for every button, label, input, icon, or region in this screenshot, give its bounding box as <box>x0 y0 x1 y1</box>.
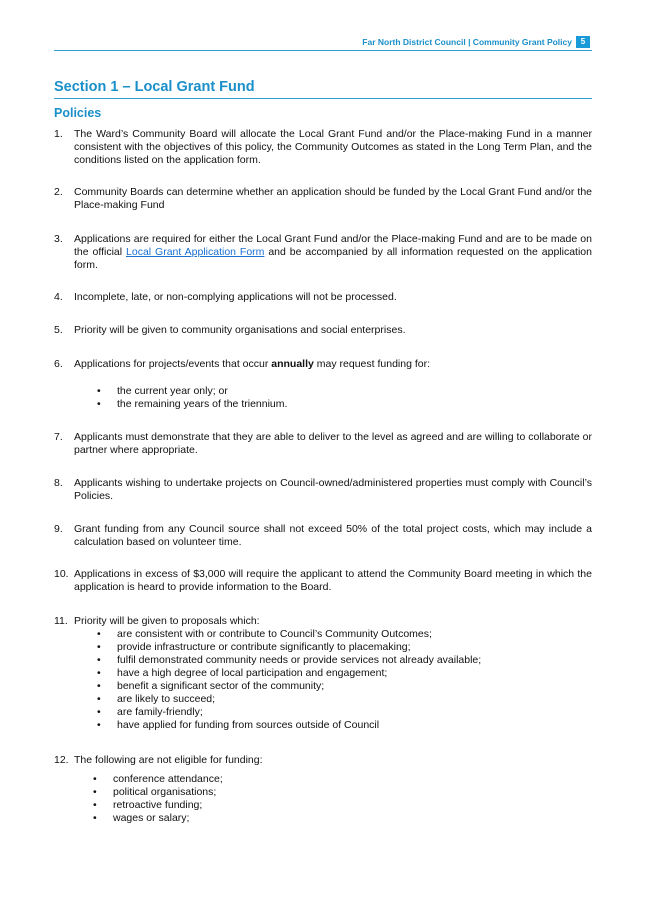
item-number: 5. <box>54 324 63 336</box>
item-text: Incomplete, late, or non-complying applications will not be processed. <box>74 291 397 303</box>
list-item: • provide infrastructure or contribute significantly to placemaking; <box>97 641 411 653</box>
item-number: 6. <box>54 358 63 370</box>
list-item: • are family-friendly; <box>97 706 203 718</box>
item-text: Applications in excess of $3,000 will require the applicant to attend the Community Board meeting in which the application is heard to provide information to the Board. <box>74 568 592 593</box>
bullet-icon: • <box>97 398 101 410</box>
item-text: The following are not eligible for funding: <box>74 754 263 766</box>
bullet-icon: • <box>93 799 97 811</box>
bullet-icon: • <box>97 693 101 705</box>
policy-item-1 <box>54 128 592 167</box>
list-item: • wages or salary; <box>93 812 190 824</box>
bullet-icon: • <box>97 706 101 718</box>
item-number: 1. <box>54 128 63 140</box>
bullet-icon: • <box>97 667 101 679</box>
policy-item-7 <box>54 431 592 457</box>
policies-heading: Policies <box>54 106 102 120</box>
list-item: • have a high degree of local participation and engagement; <box>97 667 388 679</box>
item-text: Priority will be given to community organisations and social enterprises. <box>74 324 406 336</box>
bullet-icon: • <box>97 385 101 397</box>
bullet-icon: • <box>97 654 101 666</box>
bullet-icon: • <box>97 641 101 653</box>
item-text: Applications are required for either the Local Grant Fund and/or the Place-making Fund and are to be made on the official Local Grant Application Form and be accompanied by all information requested on the application form. <box>74 233 592 271</box>
policy-item-2 <box>54 186 592 212</box>
list-item: • benefit a significant sector of the community; <box>97 680 325 692</box>
bullet-icon: • <box>93 812 97 824</box>
item-text: Community Boards can determine whether an application should be funded by the Local Grant Fund and/or the Place-making Fund <box>74 186 592 211</box>
item-text: The Ward’s Community Board will allocate the Local Grant Fund and/or the Place-making Fund in a manner consistent with the objectives of this policy, the Community Outcomes as stated in the Long Term Plan, and the conditions listed on the application form. <box>74 128 592 166</box>
list-item: • the remaining years of the triennium. <box>97 398 288 410</box>
page-number-badge: 5 <box>576 36 590 48</box>
list-item: • have applied for funding from sources outside of Council <box>97 719 380 731</box>
item-number: 3. <box>54 233 63 245</box>
list-item: • fulfil demonstrated community needs or provide services not already available; <box>97 654 482 666</box>
policy-item-11 <box>54 615 592 628</box>
item-number: 7. <box>54 431 63 443</box>
item-text: Applicants wishing to undertake projects on Council-owned/administered properties must comply with Council’s Policies. <box>74 477 592 502</box>
bullet-icon: • <box>97 719 101 731</box>
item-text: Applicants must demonstrate that they are able to deliver to the level as agreed and are willing to collaborate or partner where appropriate. <box>74 431 592 456</box>
item-number: 8. <box>54 477 63 489</box>
bullet-icon: • <box>93 773 97 785</box>
item-text: Grant funding from any Council source shall not exceed 50% of the total project costs, which may include a calculation based on volunteer time. <box>74 523 592 548</box>
policy-item-12 <box>54 754 592 767</box>
header-title: Far North District Council | Community Grant Policy <box>362 37 572 47</box>
list-item: • retroactive funding; <box>93 799 203 811</box>
item-text: Applications for projects/events that occur annually may request funding for: <box>74 358 431 370</box>
item-number: 2. <box>54 186 63 198</box>
list-item: • are consistent with or contribute to Council’s Community Outcomes; <box>97 628 432 640</box>
policy-item-6 <box>54 358 592 371</box>
policy-item-4 <box>54 291 592 304</box>
policy-item-8 <box>54 477 592 503</box>
list-item: • conference attendance; <box>93 773 223 785</box>
page-header <box>54 36 592 51</box>
item-number: 4. <box>54 291 63 303</box>
item-number: 10. <box>54 568 69 580</box>
list-item: • political organisations; <box>93 786 217 798</box>
bullet-icon: • <box>93 786 97 798</box>
item-text: Priority will be given to proposals which: <box>74 615 260 627</box>
list-item: • are likely to succeed; <box>97 693 216 705</box>
policy-item-9 <box>54 523 592 549</box>
policy-item-5 <box>54 324 592 337</box>
application-form-link[interactable]: Local Grant Application Form <box>126 246 265 258</box>
policy-item-10 <box>54 568 592 594</box>
bullet-icon: • <box>97 680 101 692</box>
policy-item-3 <box>54 233 592 272</box>
list-item: • the current year only; or <box>97 385 228 397</box>
item-number: 11. <box>54 615 68 627</box>
item-number: 12. <box>54 754 69 766</box>
section-title: Section 1 – Local Grant Fund <box>54 78 592 99</box>
item-number: 9. <box>54 523 63 535</box>
bullet-icon: • <box>97 628 101 640</box>
